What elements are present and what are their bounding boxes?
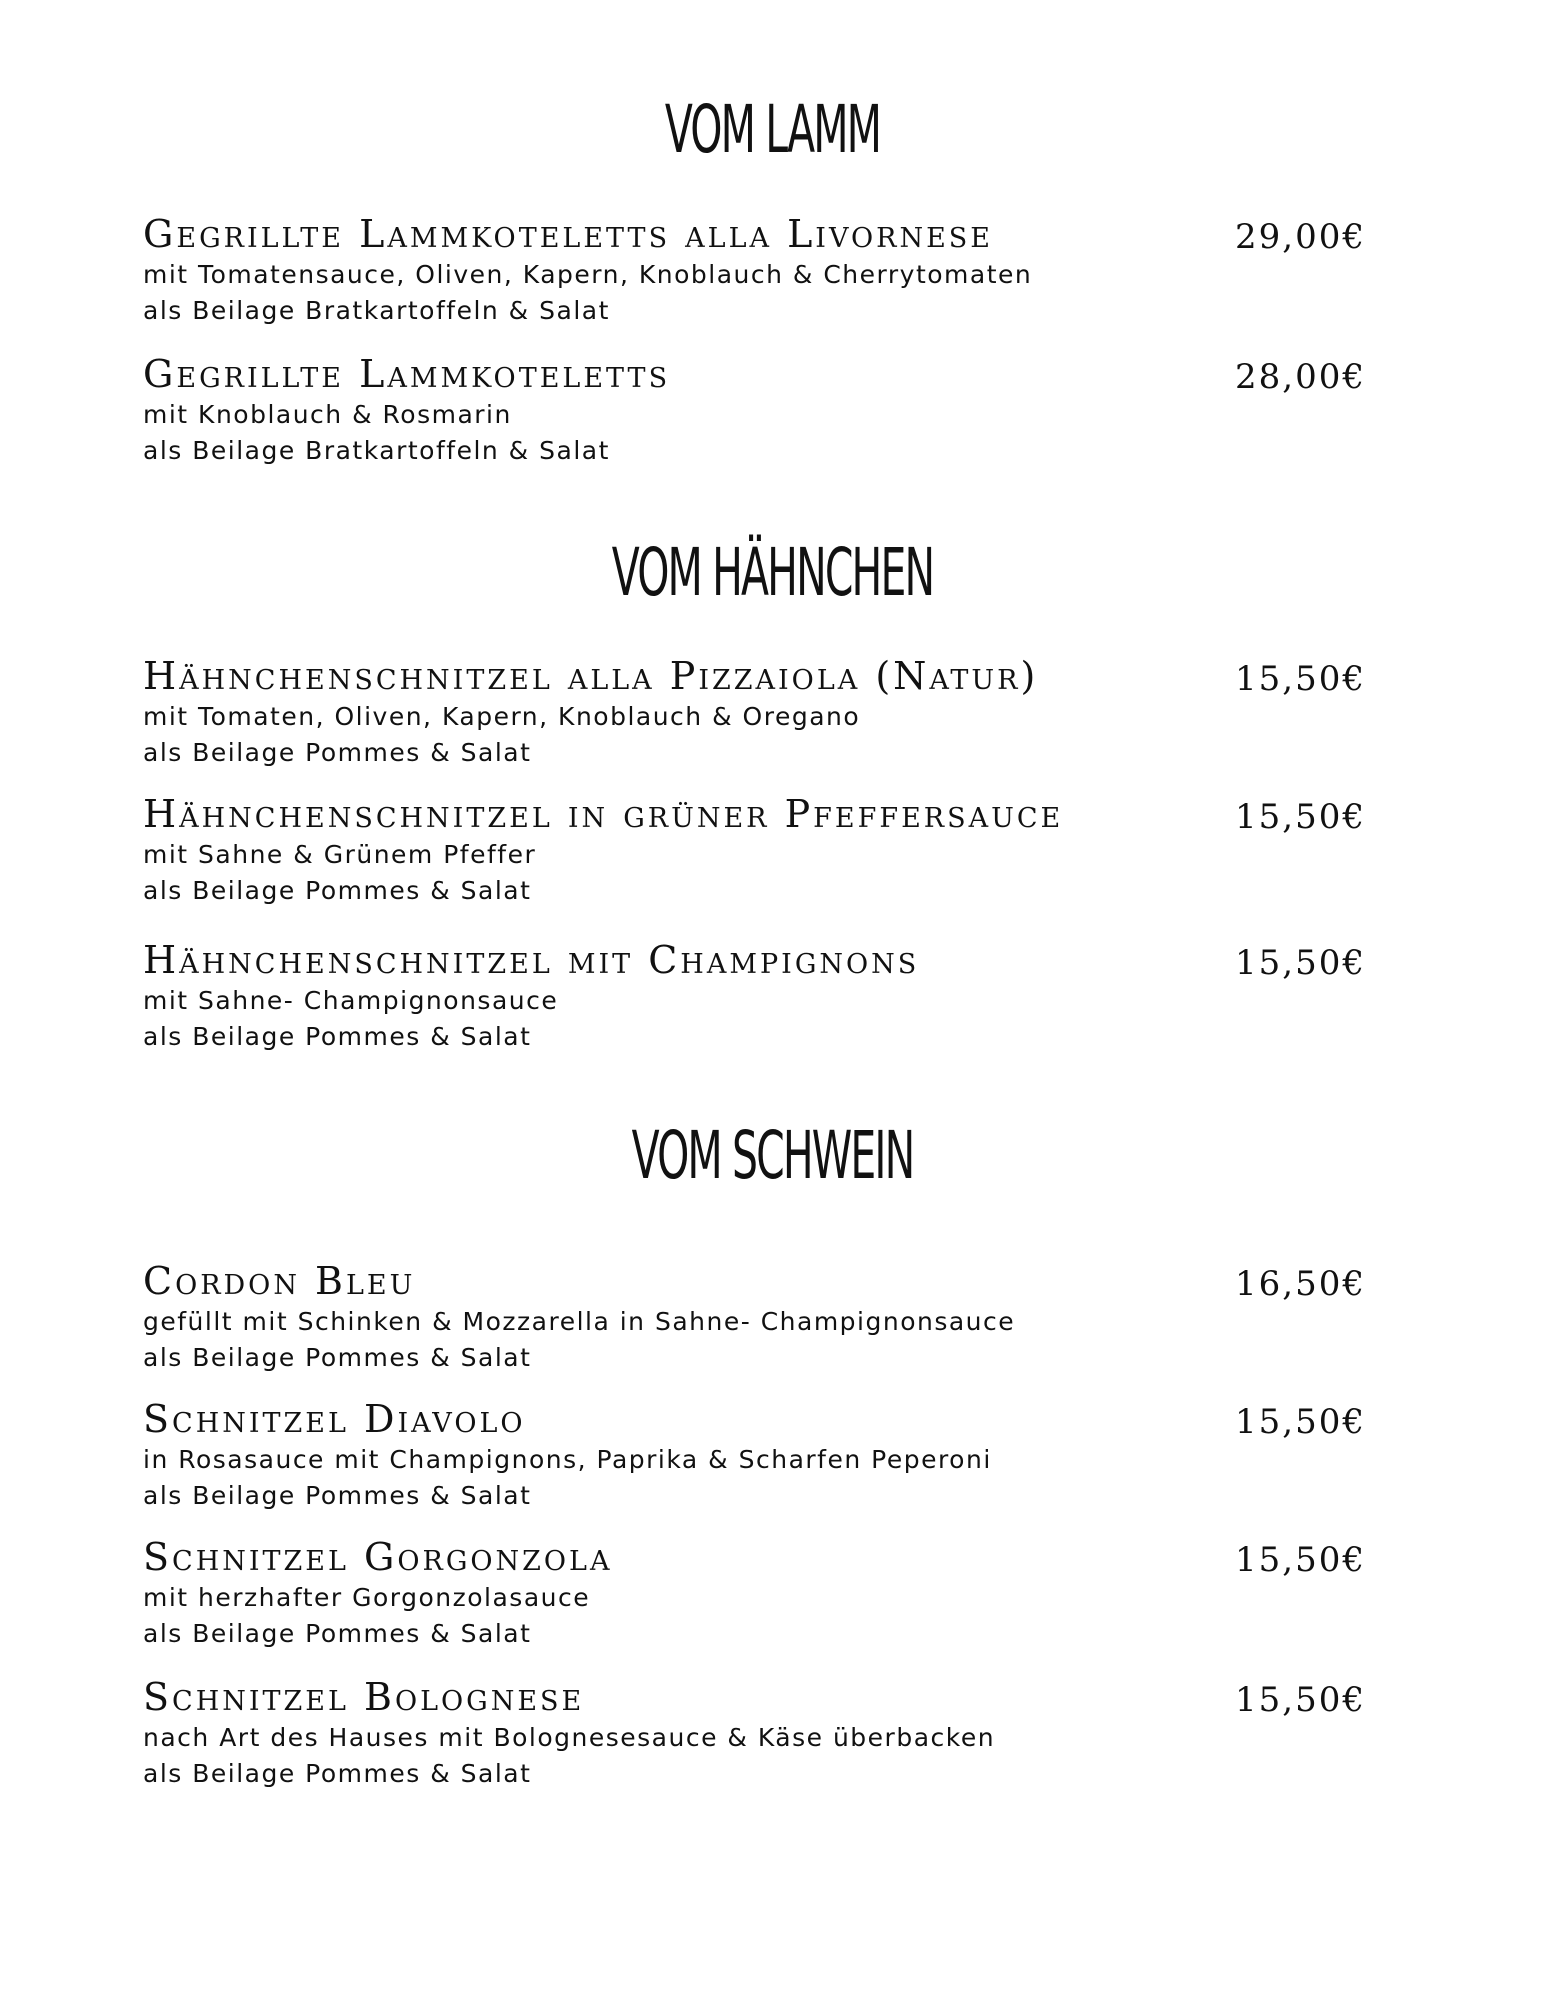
item-side-dish: als Beilage Pommes & Salat <box>143 1619 532 1648</box>
menu-item <box>143 938 1403 1055</box>
item-side-dish: als Beilage Pommes & Salat <box>143 1481 532 1510</box>
item-description: nach Art des Hauses mit Bolognesesauce & Käse überbacken <box>143 1723 996 1752</box>
menu-item <box>143 792 1403 909</box>
item-name: Hähnchenschnitzel alla Pizzaiola (Natur) <box>143 654 1039 698</box>
item-price: 16,50€ <box>1235 1264 1366 1304</box>
item-side-dish: als Beilage Pommes & Salat <box>143 1759 532 1788</box>
item-side-dish: als Beilage Bratkartoffeln & Salat <box>143 436 610 465</box>
section-title-schwein: VOM SCHWEIN <box>631 1117 914 1194</box>
item-name: Hähnchenschnitzel in grüner Pfeffersauce <box>143 792 1064 836</box>
menu-item <box>143 1259 1403 1376</box>
item-price: 15,50€ <box>1235 1402 1366 1442</box>
item-name: Schnitzel Diavolo <box>143 1397 526 1441</box>
item-price: 29,00€ <box>1235 217 1366 257</box>
item-name: Cordon Bleu <box>143 1259 416 1303</box>
menu-item <box>143 1535 1403 1652</box>
item-side-dish: als Beilage Pommes & Salat <box>143 876 532 905</box>
item-price: 28,00€ <box>1235 357 1366 397</box>
item-description: mit herzhafter Gorgonzolasauce <box>143 1583 591 1612</box>
item-description: mit Knoblauch & Rosmarin <box>143 400 512 429</box>
item-price: 15,50€ <box>1235 943 1366 983</box>
section-title-lamm: VOM LAMM <box>664 91 881 168</box>
item-name: Hähnchenschnitzel mit Champignons <box>143 938 920 982</box>
menu-item <box>143 1397 1403 1514</box>
item-price: 15,50€ <box>1235 1680 1366 1720</box>
item-description: mit Sahne & Grünem Pfeffer <box>143 840 537 869</box>
item-name: Schnitzel Gorgonzola <box>143 1535 613 1579</box>
item-side-dish: als Beilage Pommes & Salat <box>143 738 532 767</box>
item-price: 15,50€ <box>1235 659 1366 699</box>
item-price: 15,50€ <box>1235 1540 1366 1580</box>
menu-item <box>143 212 1403 329</box>
item-side-dish: als Beilage Pommes & Salat <box>143 1022 532 1051</box>
menu-item <box>143 654 1403 771</box>
item-side-dish: als Beilage Bratkartoffeln & Salat <box>143 296 610 325</box>
item-description: mit Tomatensauce, Oliven, Kapern, Knoblauch & Cherrytomaten <box>143 260 1033 289</box>
item-name: Schnitzel Bolognese <box>143 1675 585 1719</box>
item-name: Gegrillte Lammkoteletts alla Livornese <box>143 212 994 256</box>
menu-item <box>143 1675 1403 1792</box>
item-price: 15,50€ <box>1235 797 1366 837</box>
item-description: mit Sahne- Champignonsauce <box>143 986 559 1015</box>
menu-item <box>143 352 1403 469</box>
item-description: in Rosasauce mit Champignons, Paprika & Scharfen Peperoni <box>143 1445 992 1474</box>
item-description: gefüllt mit Schinken & Mozzarella in Sahne- Champignonsauce <box>143 1307 1016 1336</box>
item-description: mit Tomaten, Oliven, Kapern, Knoblauch & Oregano <box>143 702 861 731</box>
item-name: Gegrillte Lammkoteletts <box>143 352 671 396</box>
item-side-dish: als Beilage Pommes & Salat <box>143 1343 532 1372</box>
section-title-haehnchen: VOM HÄHNCHEN <box>611 534 934 611</box>
